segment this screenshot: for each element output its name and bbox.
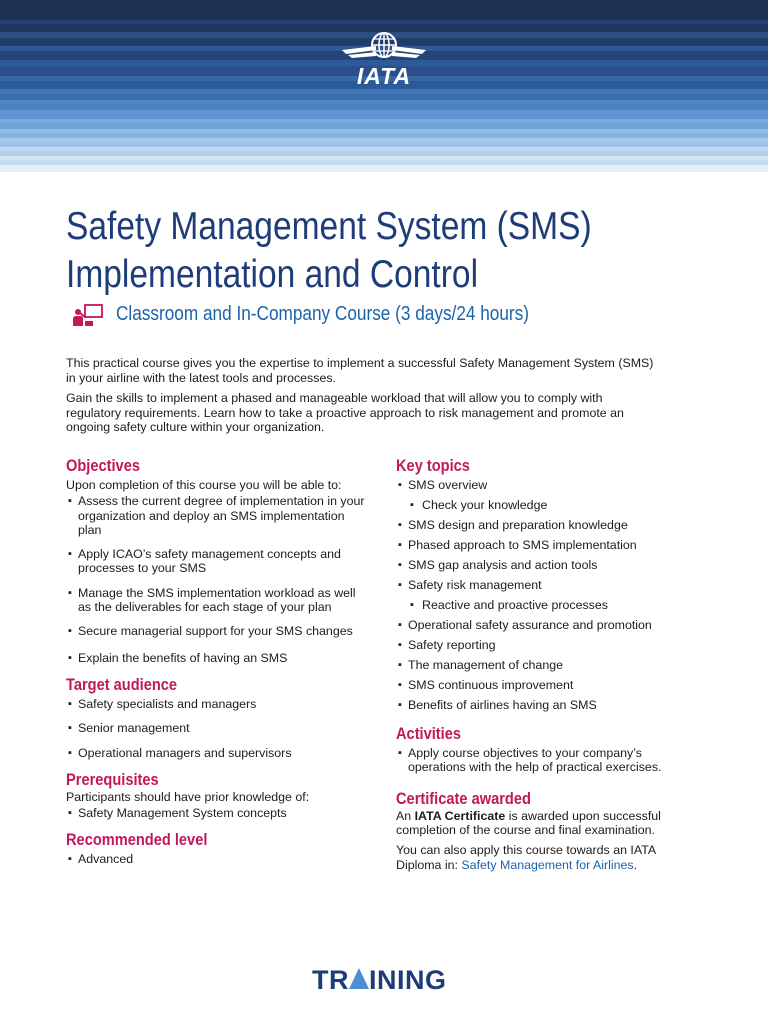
iata-logo-text: IATA [356, 63, 412, 89]
diploma-text: You can also apply this course towards an IATA Diploma in: Safety Management for Airlines. [396, 843, 656, 872]
level-section [66, 830, 366, 866]
list-item: ▪ Senior management [66, 721, 366, 735]
list-item: ▪ Assess the current degree of implementation in your organization and deploy an SMS implementation plan [66, 494, 366, 537]
prerequisites-list [66, 806, 366, 820]
objectives-heading: Objectives [66, 456, 140, 475]
level-list [66, 852, 366, 866]
list-subitem: ▪ Reactive and proactive processes [396, 598, 696, 612]
topics-list [396, 478, 696, 712]
intro-text [66, 356, 656, 441]
prerequisites-section [66, 770, 366, 821]
course-subtitle: Classroom and In-Company Course (3 days/24 hours) [116, 303, 529, 325]
list-item: ▪ Operational safety assurance and promotion [396, 618, 696, 632]
list-item: ▪ SMS design and preparation knowledge [396, 518, 696, 532]
audience-heading: Target audience [66, 674, 178, 694]
training-logo [312, 965, 447, 997]
certificate-section [396, 789, 696, 872]
activities-section [396, 724, 696, 775]
right-column [396, 456, 696, 872]
activities-list [396, 746, 696, 775]
topics-heading: Key topics [396, 456, 470, 475]
title-line-1: Safety Management System (SMS) [66, 205, 592, 248]
list-item: ▪ Operational managers and supervisors [66, 746, 366, 760]
training-logo-left: TR [312, 965, 349, 995]
audience-section [66, 675, 366, 760]
list-subitem: ▪ Check your knowledge [396, 498, 696, 512]
objectives-list [66, 494, 366, 665]
list-item: ▪ SMS overview [396, 478, 696, 492]
page-title [66, 203, 616, 299]
list-item: ▪ Apply course objectives to your company’s operations with the help of practical exercises. [396, 746, 696, 775]
triangle-a-icon [349, 968, 369, 989]
list-item: ▪ The management of change [396, 658, 696, 672]
topics-section [396, 456, 696, 712]
list-item: ▪ Safety reporting [396, 638, 696, 652]
list-item: ▪ Safety specialists and managers [66, 697, 366, 711]
left-column [66, 456, 366, 867]
list-item: ▪ Advanced [66, 852, 366, 866]
objectives-section [66, 456, 366, 665]
list-item: ▪ Safety Management System concepts [66, 806, 366, 820]
globe-wings-icon [338, 30, 430, 66]
list-item: ▪ Phased approach to SMS implementation [396, 538, 696, 552]
intro-paragraph: This practical course gives you the expertise to implement a successful Safety Management System (SMS) in your airline with the latest tools and processes. [66, 356, 654, 385]
list-item: ▪ Benefits of airlines having an SMS [396, 698, 696, 712]
certificate-text: An IATA Certificate is awarded upon successful completion of the course and final examination. [396, 808, 661, 838]
level-heading: Recommended level [66, 830, 208, 850]
audience-list [66, 697, 366, 760]
prerequisites-heading: Prerequisites [66, 769, 159, 789]
classroom-icon [72, 304, 104, 328]
list-item: ▪ SMS continuous improvement [396, 678, 696, 692]
list-item: ▪ Explain the benefits of having an SMS [66, 651, 366, 665]
title-line-2: Implementation and Control [66, 253, 479, 296]
objectives-lead: Upon completion of this course you will be able to: [66, 478, 342, 492]
activities-heading: Activities [396, 724, 462, 744]
list-item: ▪ Secure managerial support for your SMS changes [66, 624, 366, 638]
prerequisites-lead: Participants should have prior knowledge of: [66, 789, 310, 804]
intro-paragraph: Gain the skills to implement a phased and manageable workload that will allow you to comply with regulatory requirements. Learn how to take a proactive approach to risk management and promote an ongoing safety culture within your organization. [66, 391, 624, 435]
list-item: ▪ SMS gap analysis and action tools [396, 558, 696, 572]
iata-logo[interactable] [338, 30, 430, 89]
diploma-link[interactable]: Safety Management for Airlines [461, 857, 634, 872]
header-banner [0, 0, 768, 172]
list-item: ▪ Apply ICAO’s safety management concepts and processes to your SMS [66, 547, 366, 576]
training-logo-right: INING [369, 965, 447, 995]
certificate-name: IATA Certificate [414, 808, 506, 823]
certificate-heading: Certificate awarded [396, 788, 531, 808]
list-item: ▪ Safety risk management [396, 578, 696, 592]
list-item: ▪ Manage the SMS implementation workload as well as the deliverables for each stage of your plan [66, 586, 366, 615]
